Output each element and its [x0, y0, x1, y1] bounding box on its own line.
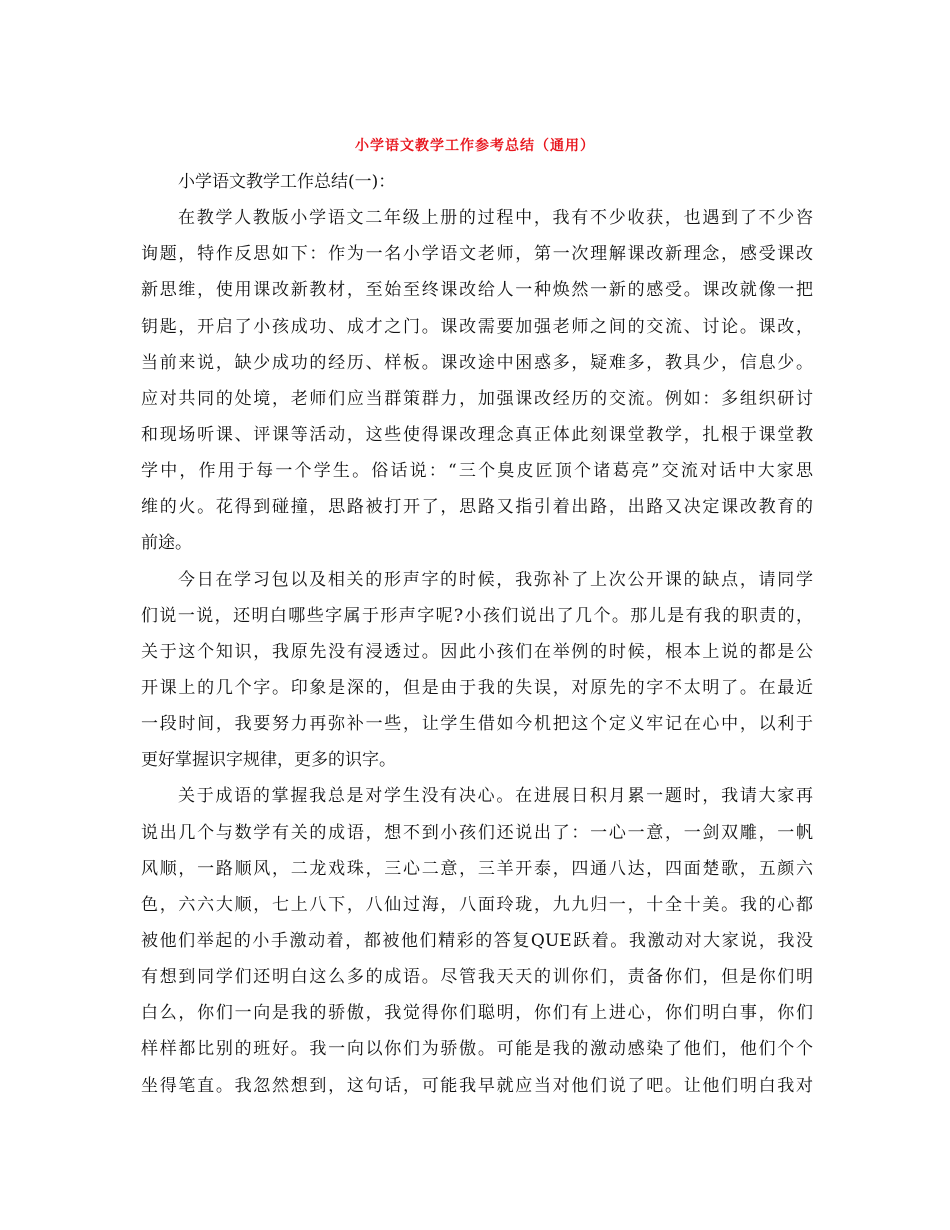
text-line: 钥匙，开启了小孩成功、成才之门。课改需要加强老师之间的交流、讨论。课改，: [141, 316, 813, 337]
text-line: 开课上的几个字。印象是深的，但是由于我的失误，对原先的字不太明了。在最近: [141, 677, 813, 698]
text-line: 说出几个与数学有关的成语，想不到小孩们还说出了：一心一意，一剑双雕，一帆: [141, 822, 813, 843]
text-line: 在教学人教版小学语文二年级上册的过程中，我有不少收获，也遇到了不少咨: [178, 208, 813, 229]
text-line: 应对共同的处境，老师们应当群策群力，加强课改经历的交流。例如：多组织研讨: [141, 388, 813, 409]
text-line: 风顺，一路顺风，二龙戏珠，三心二意，三羊开泰，四通八达，四面楚歌，五颜六: [141, 858, 813, 879]
text-line: 小学语文教学工作总结(一)：: [178, 172, 396, 192]
document-title: 小学语文教学工作参考总结（通用）: [355, 138, 595, 154]
document-body: [141, 164, 813, 1104]
text-line: 关于成语的掌握我总是对学生没有决心。在进展日积月累一题时，我请大家再: [178, 786, 813, 807]
text-line: 有想到同学们还明白这么多的成语。尽管我天天的训你们，责备你们，但是你们明: [141, 967, 813, 988]
text-line: 色，六六大顺，七上八下，八仙过海，八面玲珑，九九归一，十全十美。我的心都: [141, 894, 813, 915]
text-line: 当前来说，缺少成功的经历、样板。课改途中困惑多，疑难多，教具少，信息少。: [141, 352, 813, 373]
text-line: 询题，特作反思如下：作为一名小学语文老师，第一次理解课改新理念，感受课改: [141, 244, 813, 265]
text-line: 们说一说，还明白哪些字属于形声字呢?小孩们说出了几个。那儿是有我的职责的，: [141, 605, 813, 626]
text-line: 和现场听课、评课等活动，这些使得课改理念真正体此刻课堂教学，扎根于课堂教: [141, 424, 813, 445]
text-line: 更好掌握识字规律，更多的识字。: [141, 750, 396, 771]
text-line: 前途。: [141, 533, 192, 554]
text-line: 今日在学习包以及相关的形声字的时候，我弥补了上次公开课的缺点，请同学: [178, 569, 813, 590]
text-line: 一段时间，我要努力再弥补一些，让学生借如今机把这个定义牢记在心中，以利于: [141, 714, 813, 735]
text-line: 被他们举起的小手激动着，都被他们精彩的答复QUE跃着。我激动对大家说，我没: [141, 930, 813, 951]
text-line: 维的火。花得到碰撞，思路被打开了，思路又指引着出路，出路又决定课改教育的: [141, 497, 813, 518]
text-line: 白么，你们一向是我的骄傲，我觉得你们聪明，你们有上进心，你们明白事，你们: [141, 1003, 813, 1024]
text-line: 关于这个知识，我原先没有浸透过。因此小孩们在举例的时候，根本上说的都是公: [141, 641, 813, 662]
text-line: 坐得笔直。我忽然想到，这句话，可能我早就应当对他们说了吧。让他们明白我对: [141, 1075, 813, 1096]
text-line: 学中，作用于每一个学生。俗话说：“三个臭皮匠顶个诸葛亮”交流对话中大家思: [141, 461, 813, 482]
text-line: 样样都比别的班好。我一向以你们为骄傲。可能是我的激动感染了他们，他们个个: [141, 1039, 813, 1060]
text-line: 新思维，使用课改新教材，至始至终课改给人一种焕然一新的感受。课改就像一把: [141, 280, 813, 301]
